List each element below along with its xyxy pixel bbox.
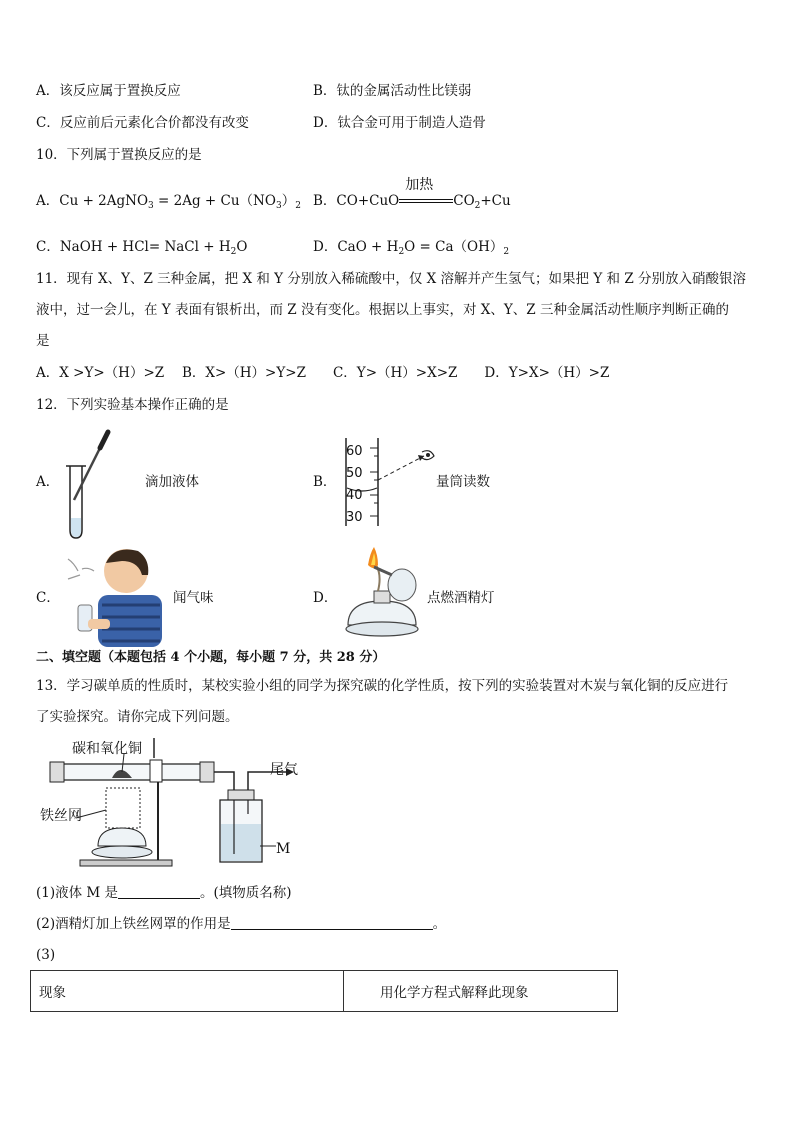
q10-option-c: C．NaOH + HCl= NaCl + $H_2O$ — [36, 239, 248, 257]
q12-b-label: 量筒读数 — [436, 474, 490, 490]
apparatus-label-reactants: 碳和氧化铜 — [72, 741, 142, 757]
q9-option-c: C．反应前后元素化合价都没有改变 — [36, 115, 249, 131]
dropper-tube-figure — [62, 428, 122, 540]
q9-option-b: B．钛的金属活动性比镁弱 — [313, 83, 472, 99]
q12-d-letter: D． — [313, 590, 338, 606]
q12-a-letter: A． — [36, 474, 60, 490]
q11-line3: 是 — [36, 333, 50, 349]
q13-line2: 了实验探究。请你完成下列问题。 — [36, 709, 239, 725]
q10-option-b: B．CO+CuO 加热 $CO_2+Cu$ — [313, 177, 511, 211]
observation-table — [30, 970, 618, 1012]
q12-d-label: 点燃酒精灯 — [427, 590, 495, 606]
answer-blank-2[interactable] — [231, 915, 433, 930]
q10-option-d: D．CaO + $H_2O = Ca(OH)_2$ — [313, 239, 510, 257]
cylinder-tick-labels — [346, 441, 363, 529]
apparatus-label-tail-gas: 尾气 — [270, 762, 298, 778]
q12-a-label: 滴加液体 — [145, 474, 199, 490]
tick-30: 30 — [346, 510, 363, 525]
q10-option-a: A．Cu + 2AgNO$_3$ = $2Ag + Cu(NO_3)_2$ — [36, 193, 301, 211]
q11-options: A．X >Y>（H）>Z B．X>（H）>Y>Z C．Y>（H）>X>Z D．Y>X>（H）>Z — [36, 365, 610, 381]
smelling-gas-figure — [64, 545, 168, 647]
q13-line1: 13．学习碳单质的性质时，某校实验小组的同学为探究碳的化学性质，按下列的实验装置对木炭与氧化铜的反应进行 — [36, 678, 729, 694]
q11-line2: 液中，过一会儿，在 Y 表面有银析出，而 Z 没有变化。根据以上事实，对 X、Y、Z 三种金属活动性顺序判断正确的 — [36, 302, 729, 318]
q9-option-d: D．钛合金可用于制造人造骨 — [313, 115, 486, 131]
apparatus-label-liquid: M — [276, 841, 291, 857]
table-header-equation: 用化学方程式解释此现象 — [344, 971, 618, 1012]
table-header-phenomenon: 现象 — [31, 971, 344, 1012]
q10-stem: 10．下列属于置换反应的是 — [36, 147, 202, 163]
q9-option-a: A．该反应属于置换反应 — [36, 83, 181, 99]
alcohol-lamp-figure — [338, 545, 426, 643]
tick-40: 40 — [346, 488, 363, 503]
tick-50: 50 — [346, 466, 363, 481]
table-row — [31, 971, 618, 1012]
q12-c-label: 闻气味 — [173, 590, 214, 606]
q11-line1: 11．现有 X、Y、Z 三种金属，把 X 和 Y 分别放入稀硫酸中，仅 X 溶解并产生氢气；如果把 Y 和 Z 分别放入硝酸银溶 — [36, 271, 747, 287]
q13-part1: (1)液体 M 是 。(填物质名称) — [36, 885, 292, 901]
section-2-heading: 二、填空题（本题包括 4 个小题，每小题 7 分，共 28 分） — [36, 650, 386, 665]
q13-part3: (3) — [36, 947, 56, 963]
q10-b-condition: 加热 — [405, 177, 434, 193]
q12-stem: 12．下列实验基本操作正确的是 — [36, 397, 229, 413]
q13-part2: (2)酒精灯加上铁丝网罩的作用是 。 — [36, 916, 447, 932]
apparatus-label-gauze: 铁丝网 — [40, 808, 82, 824]
q12-c-letter: C． — [36, 590, 60, 606]
tick-60: 60 — [346, 444, 363, 459]
answer-blank-1[interactable] — [118, 884, 200, 899]
q12-b-letter: B． — [313, 474, 337, 490]
